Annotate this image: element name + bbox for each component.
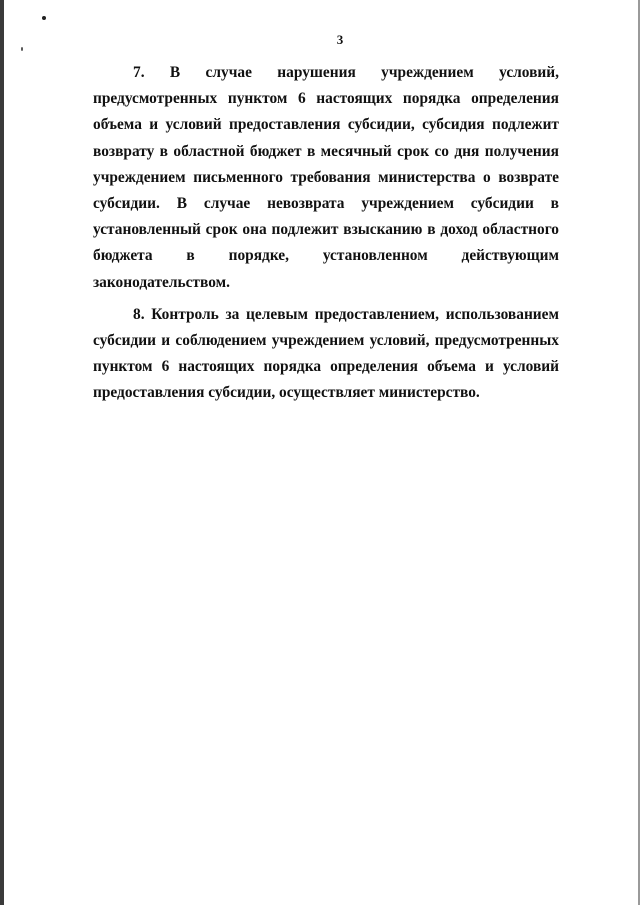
scan-speck <box>21 47 23 51</box>
page-number: 3 <box>336 32 344 47</box>
scan-speck <box>42 16 46 20</box>
paragraph-7: 7. В случае нарушения учреждением условий, предусмотренных пунктом 6 настоящих порядка определения объема и условий предоставления субсидии, субсидия подлежит возврату в областной бюджет в месячный срок со дня получения учреждением письменного требования министерства о возврате субсидии. В случае невозврата учреждением субсидии в установленный срок она подлежит взысканию в доход областного бюджета в порядке, установленном действующим законодательством. <box>93 64 559 291</box>
document-body <box>93 60 559 413</box>
scan-left-border <box>0 0 4 905</box>
paragraph-8: 8. Контроль за целевым предоставлением, использованием субсидии и соблюдением учреждением условий, предусмотренных пунктом 6 настоящих порядка определения объема и условий предоставления субсидии, осуществляет министерство. <box>93 305 559 402</box>
